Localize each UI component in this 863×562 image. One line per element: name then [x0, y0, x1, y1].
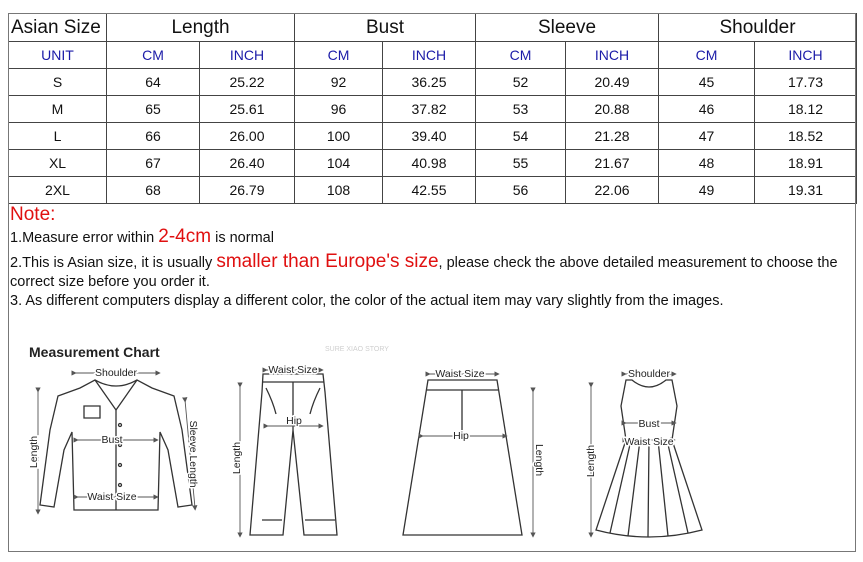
- size-cell: L: [9, 123, 107, 150]
- unit-cell: INCH: [383, 42, 476, 69]
- unit-cell: UNIT: [9, 42, 107, 69]
- table-cell: 68: [107, 177, 200, 204]
- table-cell: 36.25: [383, 69, 476, 96]
- table-cell: 42.55: [383, 177, 476, 204]
- table-cell: 67: [107, 150, 200, 177]
- table-cell: 52: [476, 69, 566, 96]
- unit-cell: INCH: [755, 42, 857, 69]
- unit-cell: CM: [295, 42, 383, 69]
- table-cell: 21.28: [566, 123, 659, 150]
- header-sleeve: Sleeve: [476, 14, 659, 42]
- table-cell: 20.88: [566, 96, 659, 123]
- header-length: Length: [107, 14, 295, 42]
- table-cell: 39.40: [383, 123, 476, 150]
- table-cell: 48: [659, 150, 755, 177]
- size-cell: XL: [9, 150, 107, 177]
- table-cell: 46: [659, 96, 755, 123]
- table-cell: 64: [107, 69, 200, 96]
- note-1-text: 1.Measure error within: [10, 230, 159, 246]
- table-cell: 47: [659, 123, 755, 150]
- shirt-shoulder-label: Shoulder: [94, 367, 138, 379]
- note-2-text-end: , please check the above detailed measurement to choose the correct size before you order it.: [10, 255, 838, 290]
- table-cell: 19.31: [755, 177, 857, 204]
- note-1-text-end: is normal: [211, 230, 274, 246]
- pants-hip-label: Hip: [286, 415, 302, 427]
- note-2-highlight: smaller than Europe's size: [216, 251, 439, 272]
- table-cell: 21.67: [566, 150, 659, 177]
- shirt-sleeve-label: Sleeve Length: [187, 420, 199, 488]
- table-cell: 96: [295, 96, 383, 123]
- skirt-hip-label: Hip: [453, 430, 469, 442]
- size-cell: 2XL: [9, 177, 107, 204]
- table-cell: 22.06: [566, 177, 659, 204]
- shirt-bust-label: Bust: [101, 434, 123, 446]
- table-cell: 66: [107, 123, 200, 150]
- note-title: Note:: [10, 204, 56, 225]
- table-cell: 56: [476, 177, 566, 204]
- dress-waist-label: Waist Size: [624, 436, 674, 448]
- table-cell: 26.79: [200, 177, 295, 204]
- table-cell: 20.49: [566, 69, 659, 96]
- unit-cell: CM: [659, 42, 755, 69]
- shirt-waist-label: Waist Size: [87, 491, 137, 503]
- table-cell: 55: [476, 150, 566, 177]
- header-asian-size: Asian Size: [9, 14, 107, 42]
- table-cell: 100: [295, 123, 383, 150]
- table-cell: 92: [295, 69, 383, 96]
- table-cell: 49: [659, 177, 755, 204]
- table-cell: 65: [107, 96, 200, 123]
- table-cell: 54: [476, 123, 566, 150]
- watermark: SURE XIAO STORY: [325, 346, 389, 353]
- table-cell: 45: [659, 69, 755, 96]
- size-cell: M: [9, 96, 107, 123]
- table-cell: 26.00: [200, 123, 295, 150]
- table-cell: 18.12: [755, 96, 857, 123]
- header-shoulder: Shoulder: [659, 14, 857, 42]
- table-cell: 37.82: [383, 96, 476, 123]
- unit-cell: INCH: [566, 42, 659, 69]
- table-cell: 40.98: [383, 150, 476, 177]
- pants-length-label: Length: [231, 441, 243, 475]
- note-1-highlight: 2-4cm: [158, 226, 212, 247]
- unit-cell: CM: [476, 42, 566, 69]
- table-cell: 53: [476, 96, 566, 123]
- table-cell: 18.91: [755, 150, 857, 177]
- table-cell: 108: [295, 177, 383, 204]
- size-cell: S: [9, 69, 107, 96]
- outer-frame: [8, 13, 856, 552]
- pants-waist-label: Waist Size: [268, 364, 318, 376]
- table-cell: 104: [295, 150, 383, 177]
- dress-shoulder-label: Shoulder: [627, 368, 671, 380]
- chart-title: Measurement Chart: [29, 344, 160, 360]
- table-cell: 25.61: [200, 96, 295, 123]
- skirt-length-label: Length: [533, 443, 545, 477]
- note-2-text: 2.This is Asian size, it is usually: [10, 255, 217, 271]
- table-cell: 26.40: [200, 150, 295, 177]
- note-line-3: 3. As different computers display a different color, the color of the actual item may vary slightly from the images.: [10, 293, 724, 309]
- unit-cell: CM: [107, 42, 200, 69]
- header-bust: Bust: [295, 14, 476, 42]
- table-cell: 17.73: [755, 69, 857, 96]
- dress-length-label: Length: [585, 444, 597, 478]
- dress-bust-label: Bust: [638, 418, 660, 430]
- table-cell: 18.52: [755, 123, 857, 150]
- skirt-waist-label: Waist Size: [435, 368, 485, 380]
- table-cell: 25.22: [200, 69, 295, 96]
- shirt-length-label: Length: [28, 435, 40, 469]
- unit-cell: INCH: [200, 42, 295, 69]
